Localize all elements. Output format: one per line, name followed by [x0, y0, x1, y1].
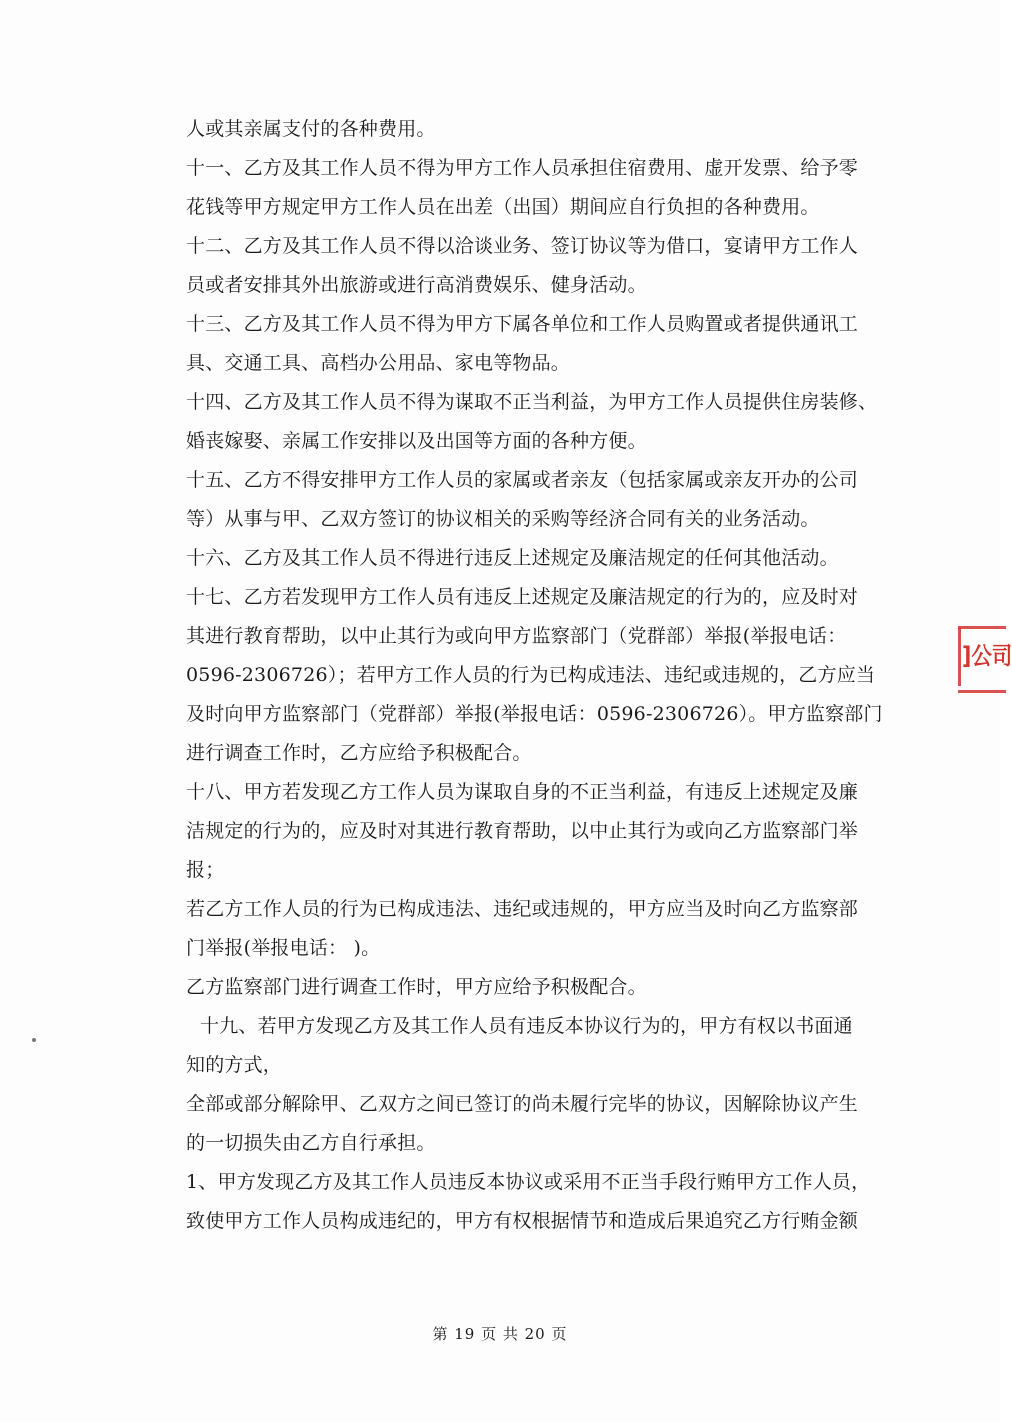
text-line: 全部或部分解除甲、乙双方之间已签订的尚未履行完毕的协议，因解除协议产生: [186, 1093, 859, 1115]
text-line: 致使甲方工作人员构成违纪的，甲方有权根据情节和造成后果追究乙方行贿金额: [186, 1210, 859, 1232]
text-line: 门举报(举报电话： )。: [186, 937, 381, 959]
seal-border-top: [958, 626, 1006, 629]
text-line: 报；: [186, 859, 225, 881]
text-line: 知的方式，: [186, 1054, 283, 1076]
page-number-footer: 第 19 页 共 20 页: [432, 1325, 568, 1343]
text-line: 十五、乙方不得安排甲方工作人员的家属或者亲友（包括家属或亲友开办的公司: [186, 469, 859, 491]
text-line: 人或其亲属支付的各种费用。: [186, 118, 436, 140]
text-line: 十一、乙方及其工作人员不得为甲方工作人员承担住宿费用、虚开发票、给予零: [186, 157, 859, 179]
text-line: 十八、甲方若发现乙方工作人员为谋取自身的不正当利益，有违反上述规定及廉: [186, 781, 859, 803]
text-line: 进行调查工作时，乙方应给予积极配合。: [186, 742, 532, 764]
seal-border-bottom: [958, 690, 1006, 693]
text-line: 具、交通工具、高档办公用品、家电等物品。: [186, 352, 571, 374]
text-line: 婚丧嫁娶、亲属工作安排以及出国等方面的各种方便。: [186, 430, 647, 452]
text-line: 洁规定的行为的，应及时对其进行教育帮助，以中止其行为或向乙方监察部门举: [186, 820, 859, 842]
text-line: 花钱等甲方规定甲方工作人员在出差（出国）期间应自行负担的各种费用。: [186, 196, 820, 218]
text-line: 十二、乙方及其工作人员不得以洽谈业务、签订协议等为借口，宴请甲方工作人: [186, 235, 859, 257]
text-line: 等）从事与甲、乙双方签订的协议相关的采购等经济合同有关的业务活动。: [186, 508, 820, 530]
text-line: 0596-2306726）；若甲方工作人员的行为已构成违法、违纪或违规的，乙方应当: [186, 664, 876, 686]
text-line: 十九、若甲方发现乙方及其工作人员有违反本协议行为的，甲方有权以书面通: [200, 1015, 853, 1037]
text-line: 十三、乙方及其工作人员不得为甲方下属各单位和工作人员购置或者提供通讯工: [186, 313, 859, 335]
scan-speck: [32, 1038, 36, 1042]
text-line: 若乙方工作人员的行为已构成违法、违纪或违规的，甲方应当及时向乙方监察部: [186, 898, 859, 920]
seal-text: ]公司: [962, 642, 1012, 670]
text-line: 的一切损失由乙方自行承担。: [186, 1132, 436, 1154]
text-line: 十七、乙方若发现甲方工作人员有违反上述规定及廉洁规定的行为的，应及时对: [186, 586, 859, 608]
text-line: 乙方监察部门进行调查工作时，甲方应给予积极配合。: [186, 976, 647, 998]
contract-body: [186, 110, 904, 1241]
text-line: 及时向甲方监察部门（党群部）举报(举报电话：0596-2306726）。甲方监察部门: [186, 703, 883, 725]
text-line: 1、甲方发现乙方及其工作人员违反本协议或采用不正当手段行贿甲方工作人员，: [186, 1171, 871, 1193]
text-line: 十四、乙方及其工作人员不得为谋取不正当利益，为甲方工作人员提供住房装修、: [186, 391, 878, 413]
seal-border-left: [958, 628, 961, 686]
text-line: 十六、乙方及其工作人员不得进行违反上述规定及廉洁规定的任何其他活动。: [186, 547, 839, 569]
company-seal-fragment: [952, 620, 1012, 700]
text-line: 其进行教育帮助，以中止其行为或向甲方监察部门（党群部）举报(举报电话：: [186, 625, 847, 647]
text-line: 员或者安排其外出旅游或进行高消费娱乐、健身活动。: [186, 274, 647, 296]
